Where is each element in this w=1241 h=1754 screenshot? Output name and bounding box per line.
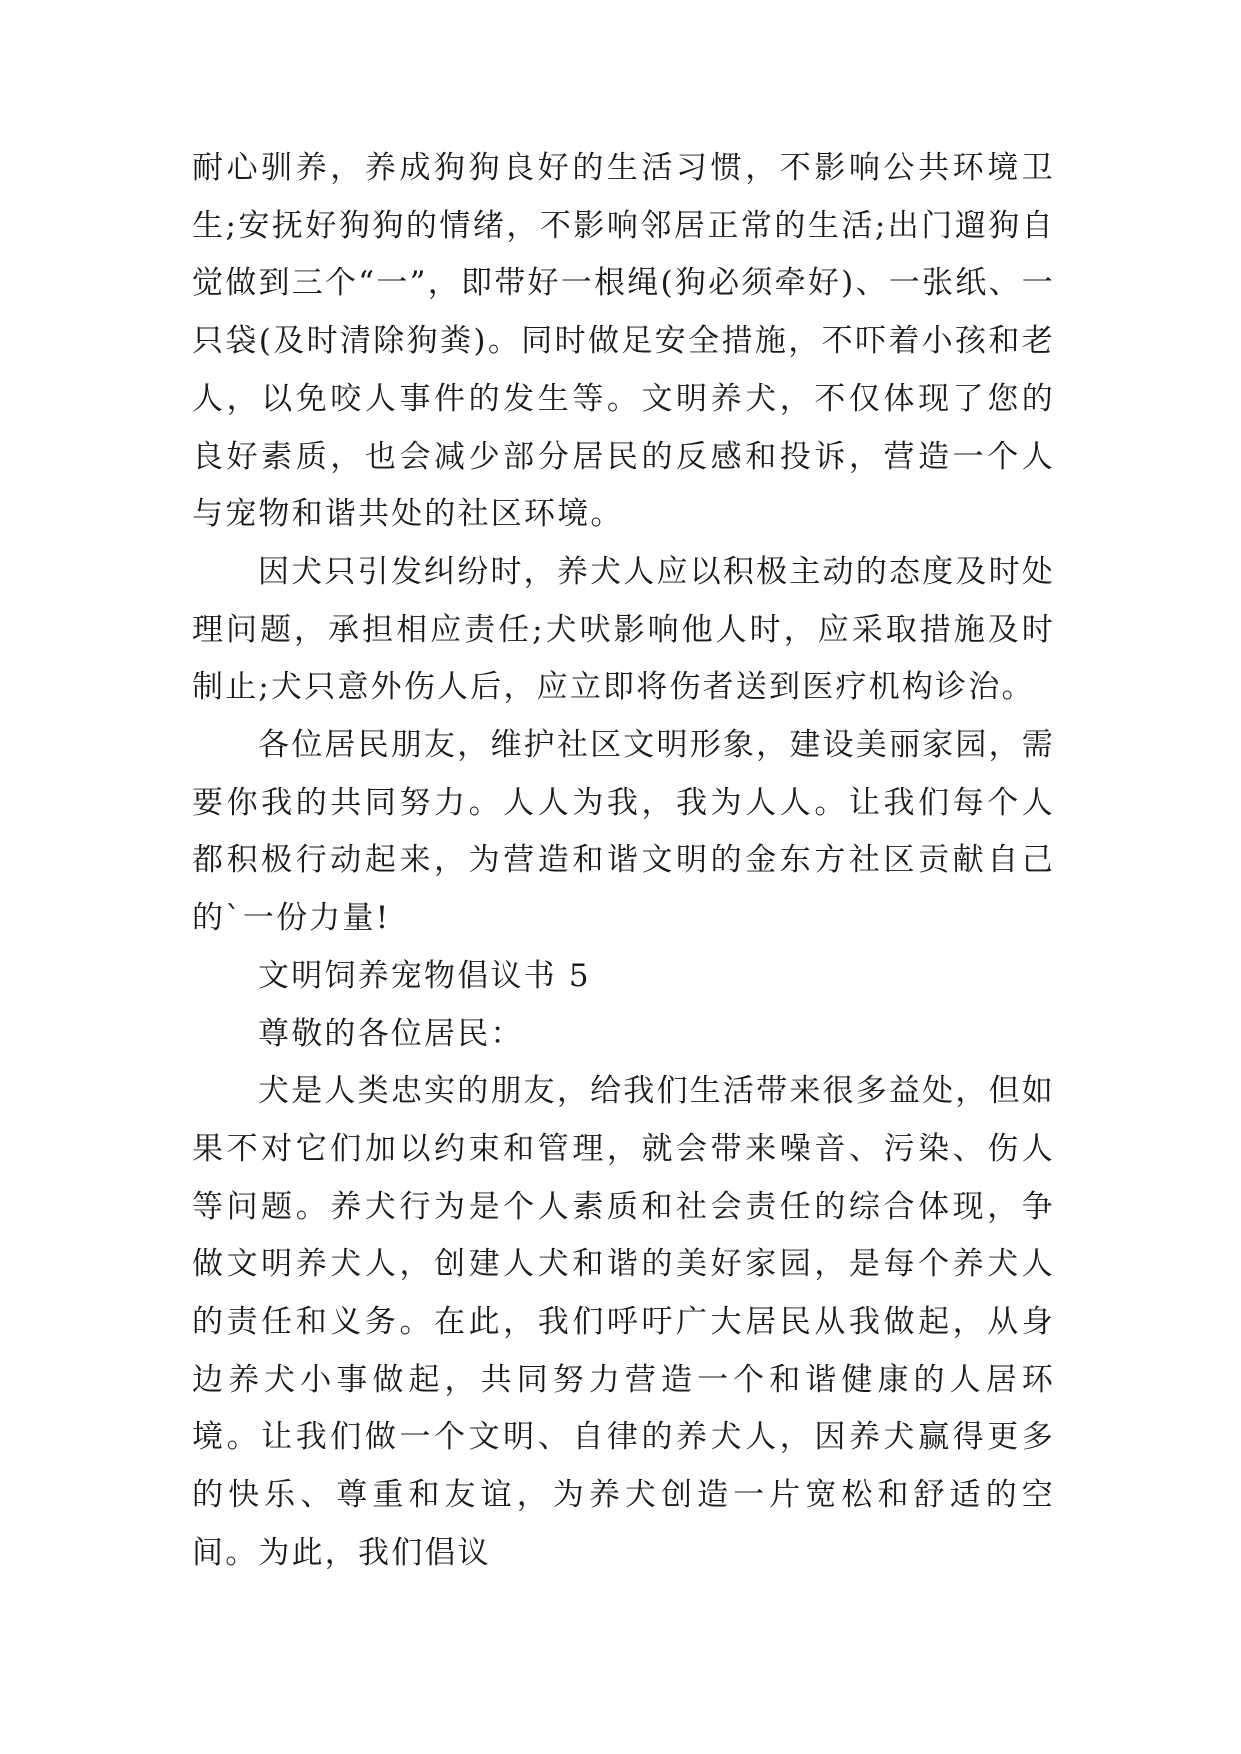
paragraph-proposal-intro: 犬是人类忠实的朋友，给我们生活带来很多益处，但如果不对它们加以约束和管理，就会带来噪音、污染、伤人等问题。养犬行为是个人素质和社会责任的综合体现，争做文明养犬人，创建人犬和谐的美好家园，是每个养犬人的责任和义务。在此，我们呼吁广大居民从我做起，从身边养犬小事做起，共同努力营造一个和谐健康的人居环境。让我们做一个文明、自律的养犬人，因养犬赢得更多的快乐、尊重和友谊，为养犬创造一片宽松和舒适的空间。为此，我们倡议 — [192, 1073, 1055, 1571]
paragraph-dispute-handling: 因犬只引发纠纷时，养犬人应以积极主动的态度及时处理问题，承担相应责任;犬吠影响他人时，应采取措施及时制止;犬只意外伤人后，应立即将伤者送到医疗机构诊治。 — [192, 553, 1055, 706]
document-body — [192, 140, 1055, 1583]
salutation: 尊敬的各位居民： — [258, 1015, 524, 1052]
section-heading: 文明饲养宠物倡议书 5 — [258, 957, 591, 994]
paragraph-pet-training: 耐心驯养，养成狗狗良好的生活习惯，不影响公共环境卫生;安抚好狗狗的情绪，不影响邻居正常的生活;出门遛狗自觉做到三个“一”，即带好一根绳(狗必须牵好)、一张纸、一只袋(及时清除狗粪)。同时做足安全措施，不吓着小孩和老人，以免咬人事件的发生等。文明养犬，不仅体现了您的良好素质，也会减少部分居民的反感和投诉，营造一个人与宠物和谐共处的社区环境。 — [192, 150, 1055, 533]
paragraph-community-appeal: 各位居民朋友，维护社区文明形象，建设美丽家园，需要你我的共同努力。人人为我，我为人人。让我们每个人都积极行动起来，为营造和谐文明的金东方社区贡献自己的`一份力量! — [192, 727, 1055, 937]
